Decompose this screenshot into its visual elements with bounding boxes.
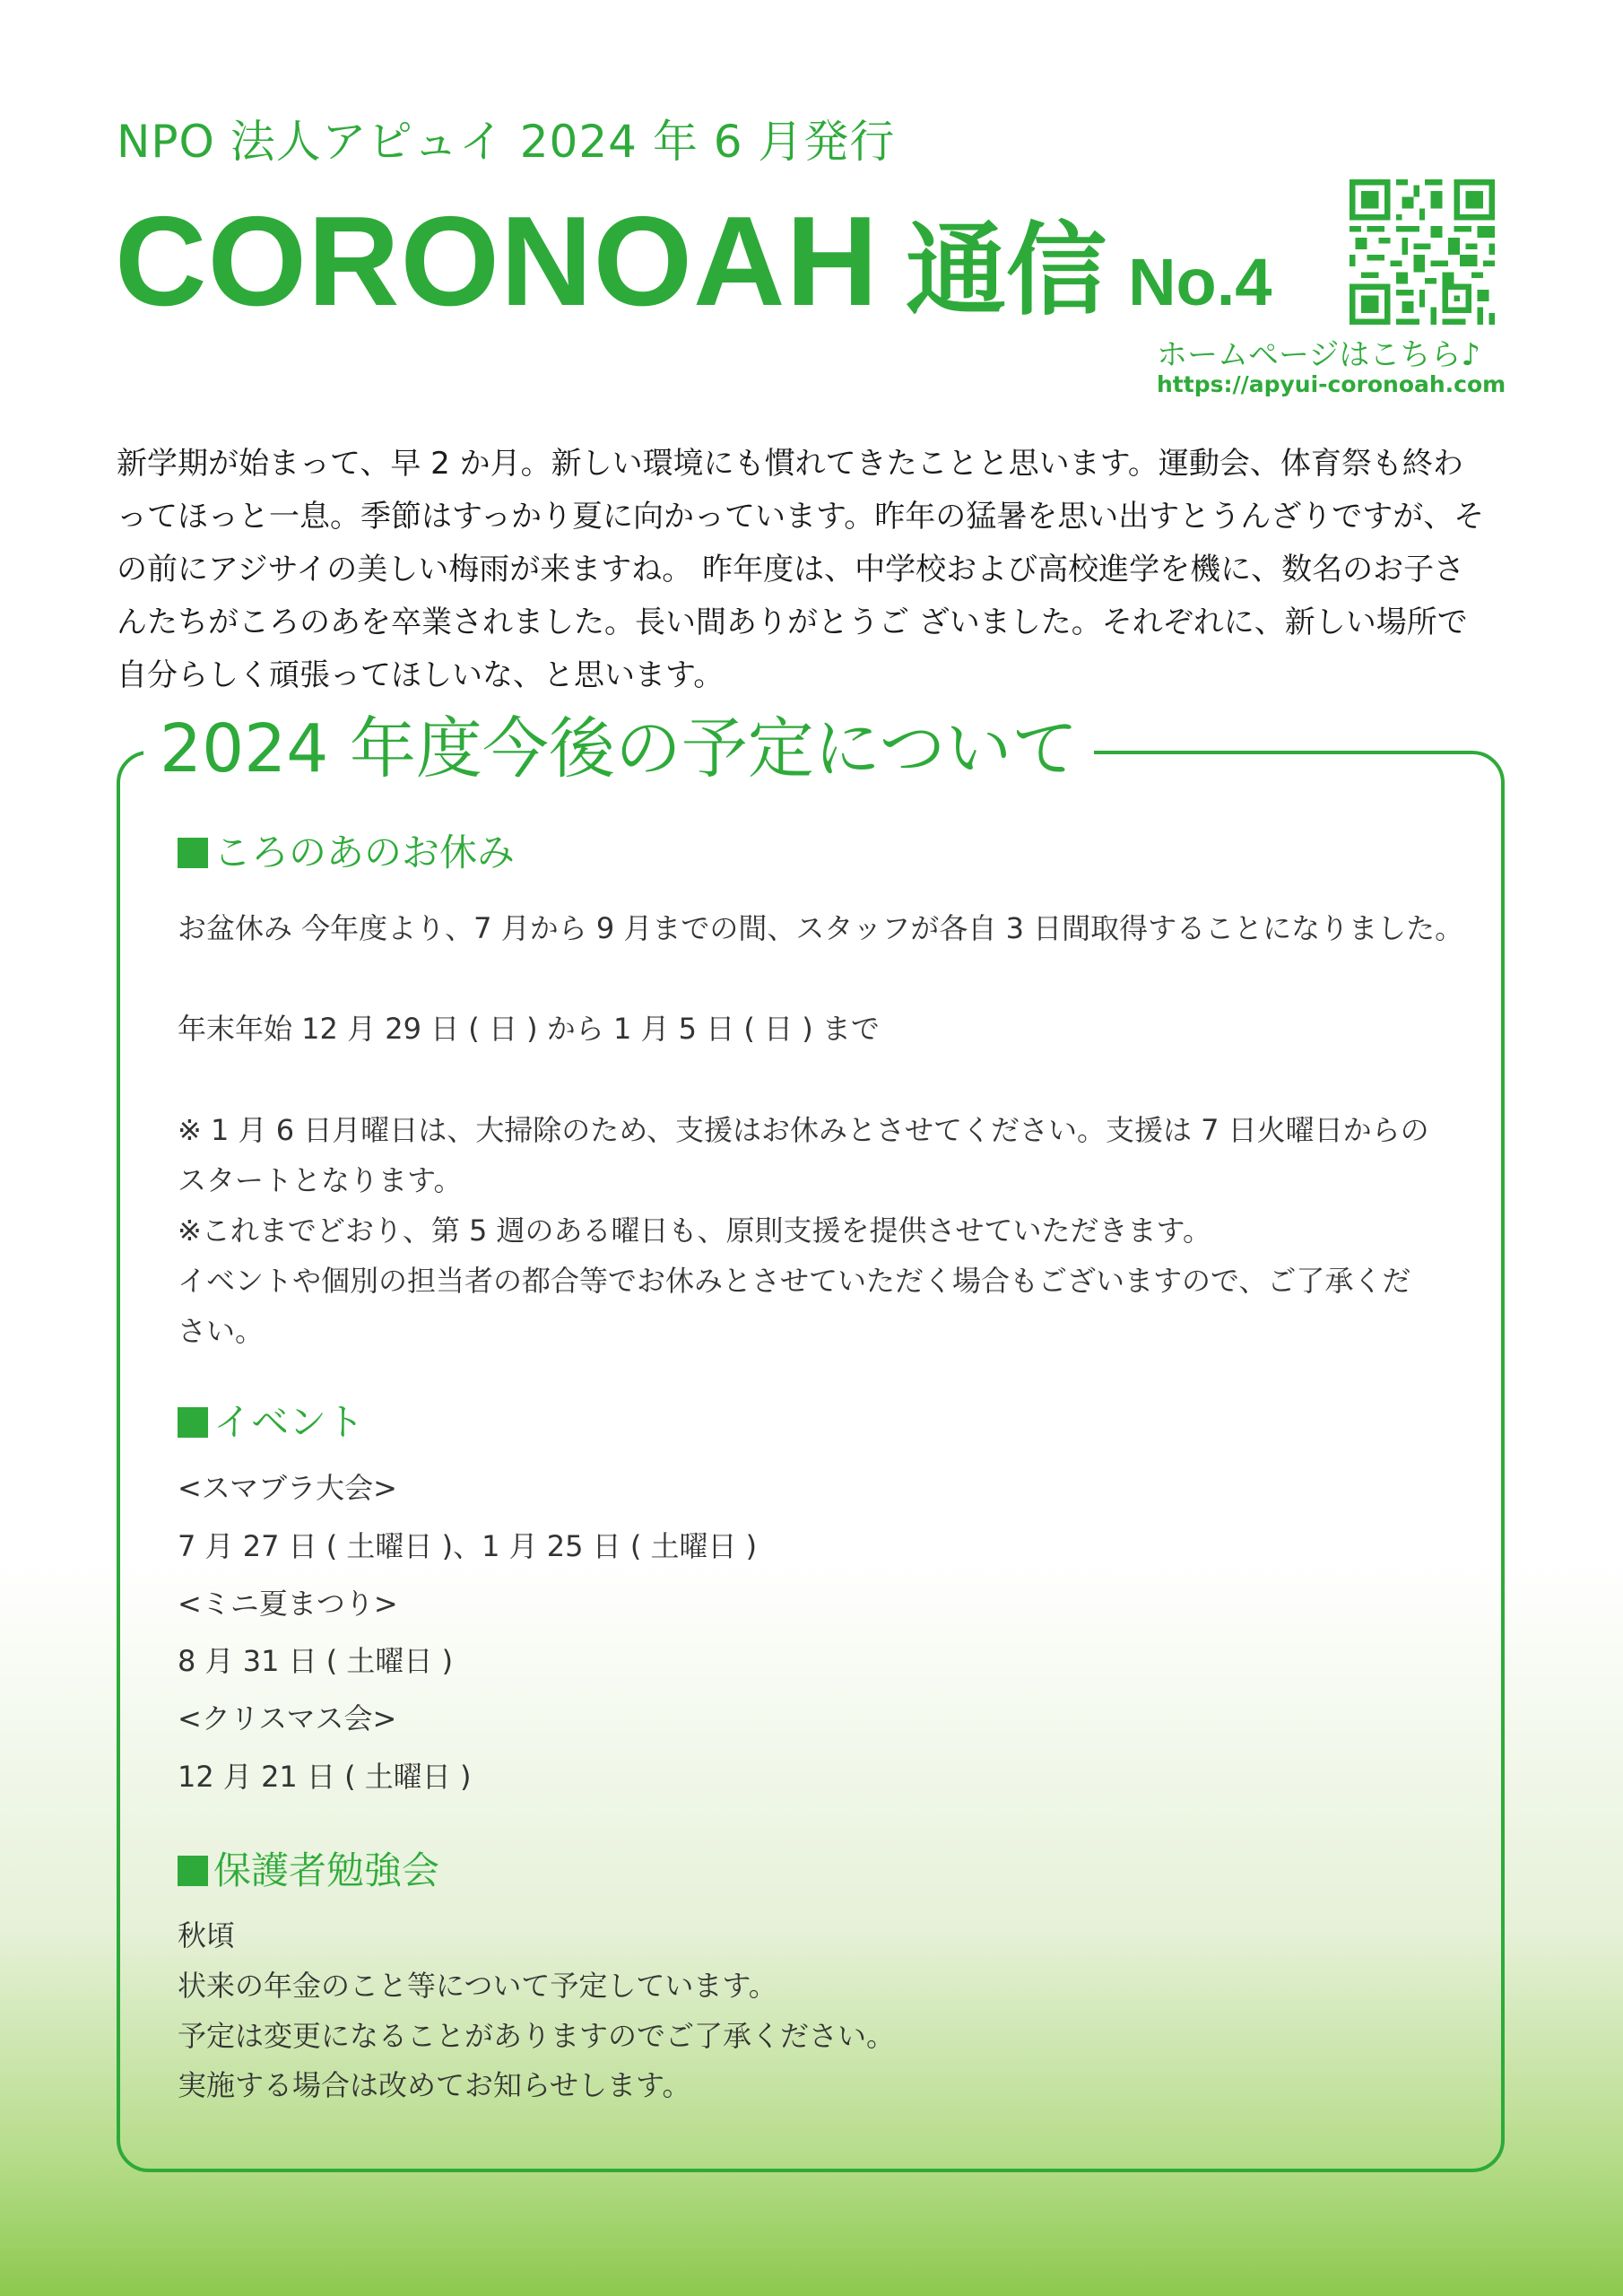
title-main: CORONOAH [115,190,880,333]
square-bullet-icon [178,838,208,868]
intro-line: 新学期が始まって、早 2 か月。新しい環境にも慣れてきたことと思います。運動会、体育祭も終わ [117,446,1463,482]
qr-code-icon[interactable] [1350,179,1495,325]
holiday-note: スタートとなります。 [178,1163,463,1197]
newsletter-title [115,188,1271,335]
holiday-note: ※ 1 月 6 日月曜日は、大掃除のため、支援はお休みとさせてください。支援は 7 日火曜日からの [178,1113,1429,1147]
events-heading: イベント [178,1393,364,1447]
schedule-box [117,751,1505,2172]
intro-paragraph [117,438,1515,702]
schedule-title: 2024 年度今後の予定について [143,704,1094,794]
square-bullet-icon [178,1856,208,1886]
homepage-label: ホームページはこちら♪ [1157,337,1481,373]
event-date: 8 月 31 日 ( 土曜日 ) [178,1644,454,1678]
study-line: 秋頃 [178,1918,236,1952]
study-line: 状来の年金のこと等について予定しています。 [178,1969,777,2003]
issue-line: NPO 法人アピュイ 2024 年 6 月発行 [117,116,896,168]
intro-line: の前にアジサイの美しい梅雨が来ますね。 昨年度は、中学校および高校進学を機に、数名のお子さ [117,552,1465,587]
event-name: <スマブラ大会> [178,1471,397,1505]
event-date: 7 月 27 日 ( 土曜日 )、1 月 25 日 ( 土曜日 ) [178,1529,758,1563]
newyear-holiday-text: 年末年始 12 月 29 日 ( 日 ) から 1 月 5 日 ( 日 ) まで [178,1012,880,1046]
homepage-link[interactable]: https://apyui-coronoah.com [1157,371,1506,397]
study-heading: 保護者勉強会 [178,1841,439,1895]
intro-line: 自分らしく頑張ってほしいな、と思います。 [117,657,725,693]
event-date: 12 月 21 日 ( 土曜日 ) [178,1760,472,1794]
issue-number: No.4 [1128,245,1272,319]
intro-line: んたちがころのあを卒業されました。長い間ありがとうご ざいました。それぞれに、新しい場所で [117,604,1468,640]
square-bullet-icon [178,1407,208,1438]
event-name: <クリスマス会> [178,1701,397,1735]
obon-holiday-text: お盆休み 今年度より、7 月から 9 月までの間、スタッフが各自 3 日間取得することになりました。 [178,911,1464,945]
title-jp: 通信 [906,213,1107,329]
holiday-note: さい。 [178,1314,265,1348]
holiday-note: ※これまでどおり、第 5 週のある曜日も、原則支援を提供させていただきます。 [178,1213,1211,1248]
holidays-heading: ころのあのお休み [178,823,515,877]
event-name: <ミニ夏まつり> [178,1587,398,1621]
study-line: 予定は変更になることがありますのでご了承ください。 [178,2019,896,2053]
intro-line: ってほっと一息。季節はすっかり夏に向かっています。昨年の猛暑を思い出すとうんざりですが、そ [117,499,1485,535]
study-line: 実施する場合は改めてお知らせします。 [178,2068,691,2102]
holiday-note: イベントや個別の担当者の都合等でお休みとさせていただく場合もございますので、ご了承くだ [178,1264,1411,1298]
